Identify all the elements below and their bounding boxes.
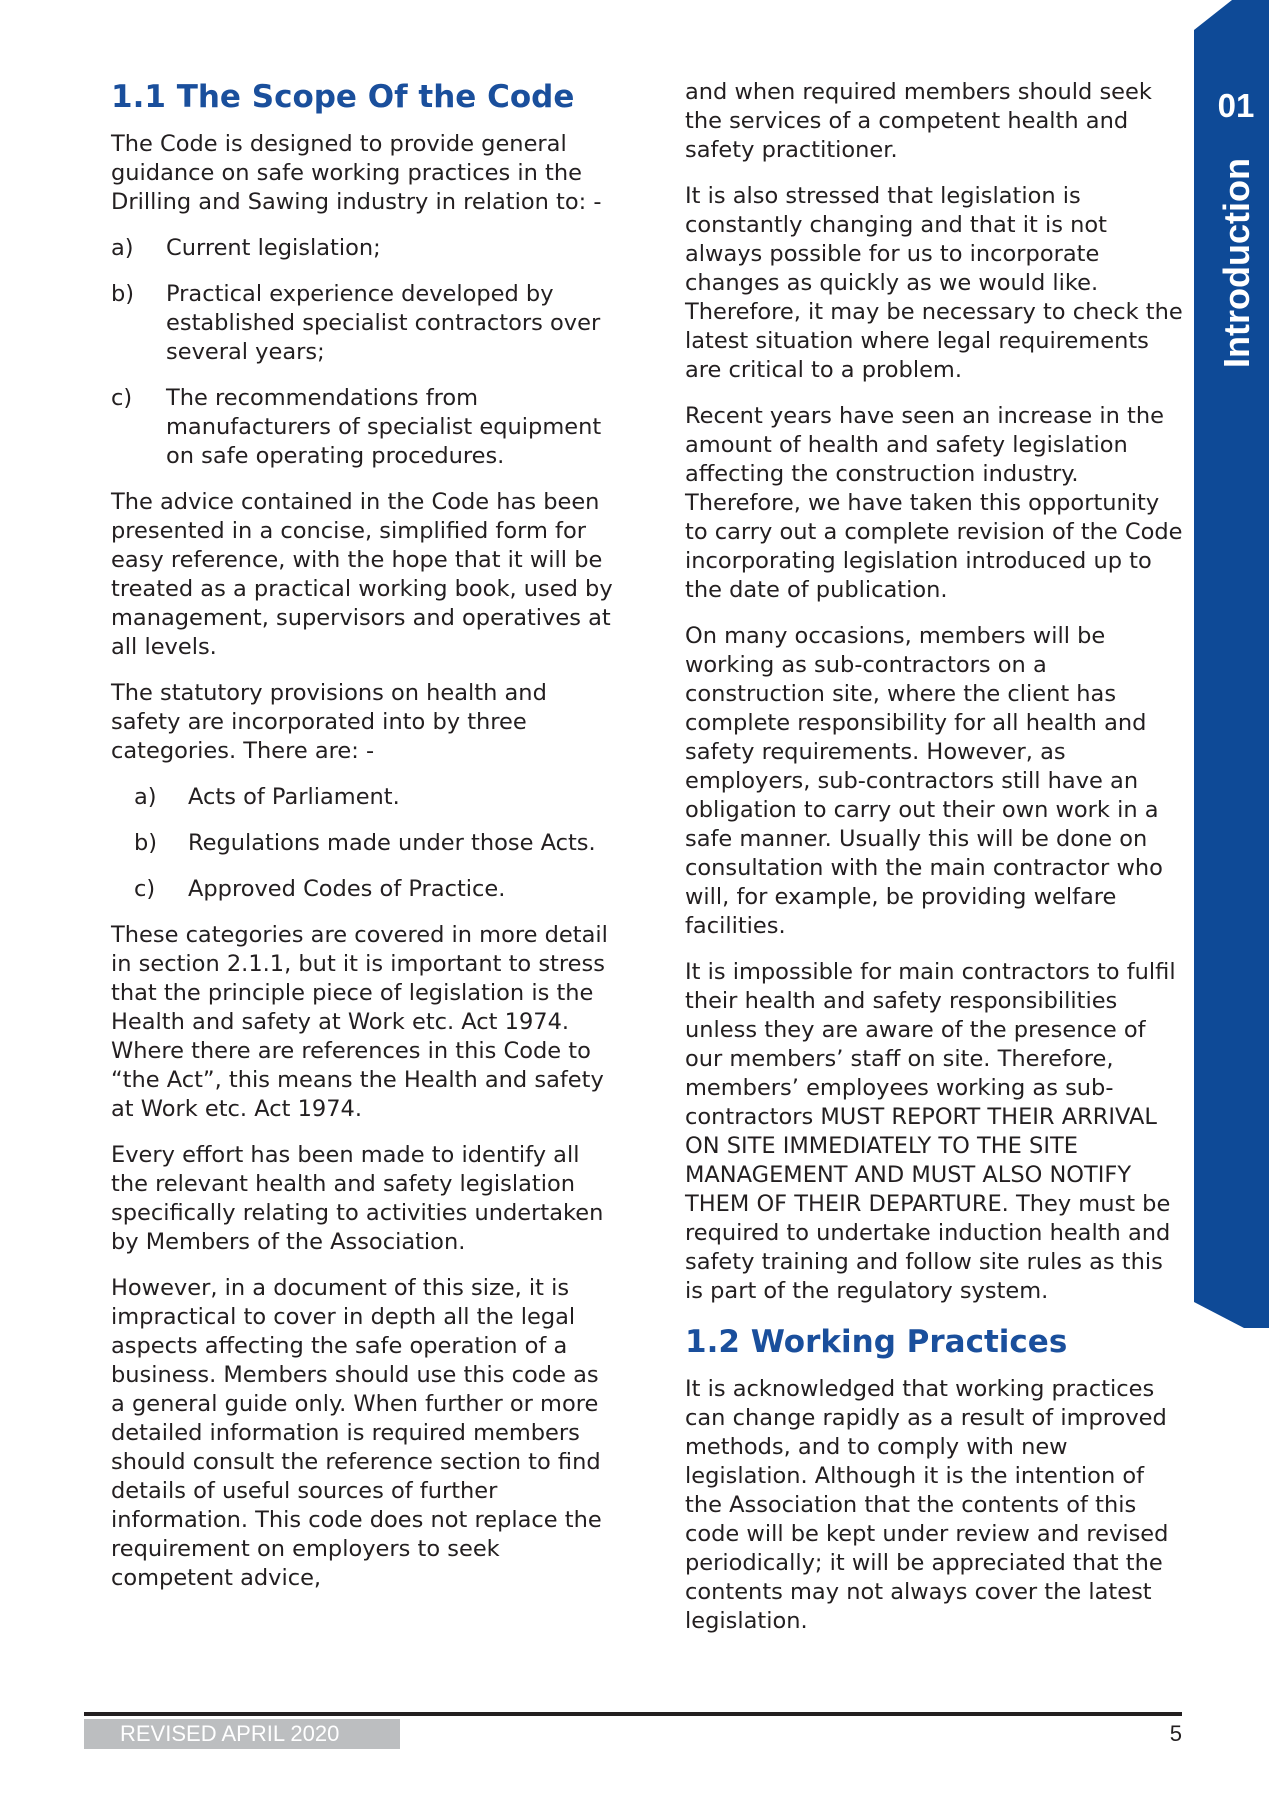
list-marker: c) (111, 385, 133, 411)
para-categories: These categories are covered in more detail in section 2.1.1, but it is important to stress that the principle piece of legislation is the Health and safety at Work etc. Act 1974. Where there are references in this Code to “the Act”, this means the Health and safety at Work etc. Act 1974. (111, 922, 608, 1122)
para-statutory: The statutory provisions on health and safety are incorporated into by three categories. There are: - (111, 680, 547, 764)
list-text: The recommendations from manufacturers of specialist equipment on safe operating procedures. (166, 385, 602, 469)
right-column (685, 78, 1185, 1653)
para-working: It is acknowledged that working practices can change rapidly as a result of improved methods, and to comply with new legislation. Although it is the intention of the Association that the contents of this code will be kept under review and revised periodically; it will be appreciated that the contents may not always cover the latest legislation. (685, 1376, 1169, 1634)
left-column (111, 78, 616, 1610)
list-item (111, 875, 616, 904)
categories-list (111, 783, 616, 904)
list-item (111, 829, 616, 858)
para-continued: and when required members should seek the services of a competent health and safety practitioner. (685, 79, 1152, 163)
para-stressed: It is also stressed that legislation is constantly changing and that it is not always possible for us to incorporate changes as quickly as we would like. Therefore, it may be necessary to check the latest situation where legal requirements are critical to a problem. (685, 183, 1183, 383)
para-impossible: It is impossible for main contractors to fulfil their health and safety responsibilities unless they are aware of the presence of our members’ staff on site. Therefore, members’ employees working as sub-contractors MUST REPORT THEIR ARRIVAL ON SITE IMMEDIATELY TO THE SITE MANAGEMENT AND MUST ALSO NOTIFY THEM OF THEIR DEPARTURE. They must be required to undertake induction health and safety training and follow site rules as this is part of the regulatory system. (685, 959, 1176, 1304)
list-marker: b) (111, 281, 135, 307)
para-effort: Every effort has been made to identify all the relevant health and safety legislation specifically relating to activities undertaken by Members of the Association. (111, 1142, 604, 1255)
revised-badge: REVISED APRIL 2020 (84, 1719, 400, 1749)
section-label (1212, 158, 1262, 368)
list-item (111, 234, 616, 263)
scope-list (111, 234, 616, 471)
list-text: Acts of Parliament. (188, 784, 400, 810)
para-occasions: On many occasions, members will be working as sub-contractors on a construction site, where the client has complete responsibility for all health and safety requirements. However, as employers, sub-contractors still have an obligation to carry out their own work in a safe manner. Usually this will be done on consultation with the main contractor who will, for example, be providing welfare facilities. (685, 623, 1163, 939)
para-recent: Recent years have seen an increase in the amount of health and safety legislation affecting the construction industry. Therefore, we have taken this opportunity to carry out a complete revision of the Code incorporating legislation introduced up to the date of publication. (685, 403, 1183, 603)
list-marker: a) (111, 235, 134, 261)
section-number: 01 (1217, 87, 1255, 124)
list-item (111, 384, 616, 471)
heading-scope: 1.1 The Scope Of the Code (111, 79, 575, 115)
heading-working-practices: 1.2 Working Practices (685, 1324, 1068, 1360)
para-intro: The Code is designed to provide general guidance on safe working practices in the Drilling and Sawing industry in relation to: - (111, 131, 602, 215)
para-however: However, in a document of this size, it is impractical to cover in depth all the legal aspects affecting the safe operation of a business. Members should use this code as a general guide only. When further or more detailed information is required members should consult the reference section to find details of useful sources of further information. This code does not replace the requirement on employers to seek competent advice, (111, 1275, 602, 1591)
para-advice: The advice contained in the Code has been presented in a concise, simplified form for easy reference, with the hope that it will be treated as a practical working book, used by management, supervisors and operatives at all levels. (111, 489, 613, 660)
list-text: Current legislation; (166, 235, 381, 261)
list-text: Practical experience developed by established specialist contractors over several years; (166, 281, 601, 365)
list-text: Regulations made under those Acts. (188, 830, 596, 856)
list-marker: b) (134, 830, 158, 856)
list-item (111, 783, 616, 812)
list-marker: c) (134, 876, 156, 902)
list-item (111, 280, 616, 367)
page-number: 5 (1169, 1721, 1182, 1746)
list-marker: a) (134, 784, 157, 810)
footer-rule (84, 1712, 1182, 1716)
section-label-text: Introduction (1216, 158, 1258, 368)
list-text: Approved Codes of Practice. (188, 876, 506, 902)
